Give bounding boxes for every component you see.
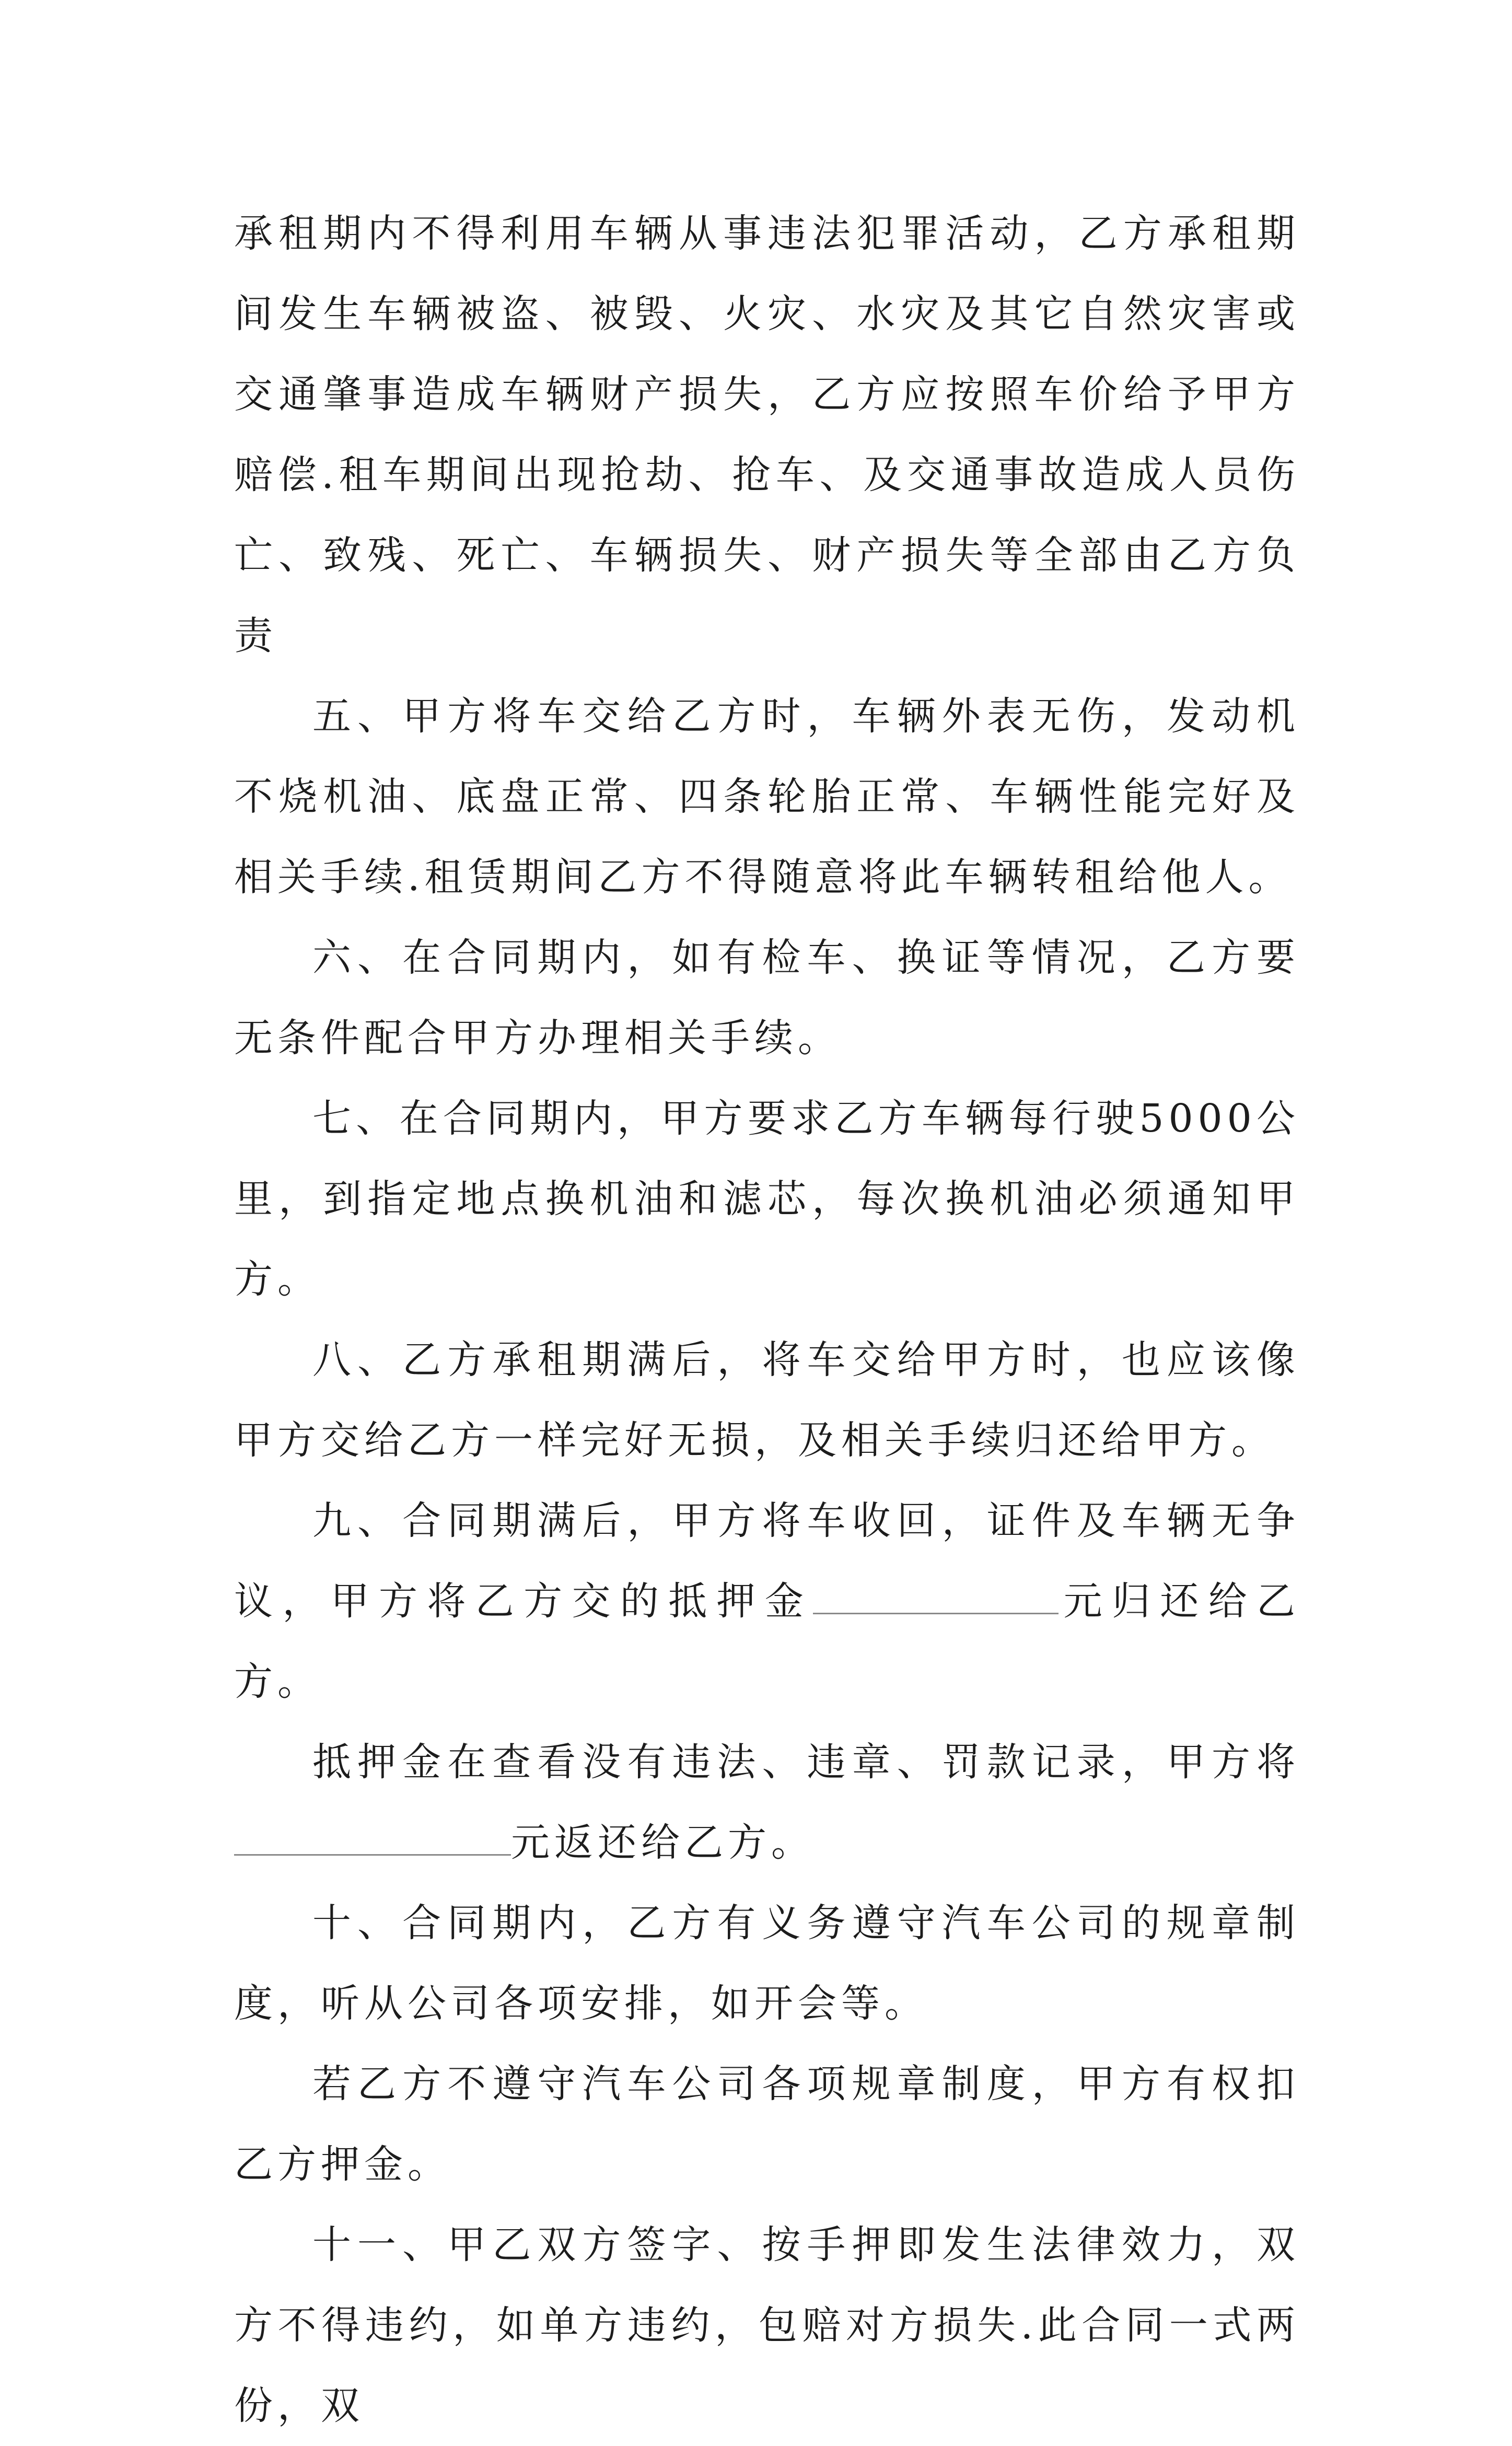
clause-9-text-after-blank: 元归还给乙方。 — [234, 1579, 1300, 1704]
paragraph-clause-6: 六、在合同期内，如有检车、换证等情况，乙方要无条件配合甲方办理相关手续。 — [234, 935, 1300, 1061]
deposit-amount-blank — [813, 1576, 1059, 1614]
paragraph-clause-10-penalty: 若乙方不遵守汽车公司各项规章制度，甲方有权扣乙方押金。 — [234, 2061, 1300, 2187]
paragraph-clause-10: 十、合同期内，乙方有义务遵守汽车公司的规章制度，听从公司各项安排，如开会等。 — [234, 1901, 1300, 2026]
paragraph-clause-11: 十一、甲乙双方签字、按手押即发生法律效力，双方不得违约，如单方违约，包赔对方损失.此合同一式两份，双 — [234, 2222, 1300, 2428]
paragraph-clause-9 — [234, 1481, 1300, 1722]
return-amount-blank — [234, 1818, 511, 1856]
contract-body — [234, 193, 1300, 2446]
paragraph-continuation: 承租期内不得利用车辆从事违法犯罪活动，乙方承租期间发生车辆被盗、被毁、火灾、水灾及其它自然灾害或交通肇事造成车辆财产损失，乙方应按照车价给予甲方赔偿.租车期间出现抢劫、抢车、及交通事故造成人员伤亡、致残、死亡、车辆损失、财产损失等全部由乙方负责 — [234, 211, 1300, 658]
paragraph-clause-5: 五、甲方将车交给乙方时，车辆外表无伤，发动机不烧机油、底盘正常、四条轮胎正常、车辆性能完好及相关手续.租赁期间乙方不得随意将此车辆转租给他人。 — [234, 694, 1300, 900]
paragraph-clause-8: 八、乙方承租期满后，将车交给甲方时，也应该像甲方交给乙方一样完好无损，及相关手续归还给甲方。 — [234, 1337, 1300, 1463]
clause-9-text-before-blank: 九、合同期满后，甲方将车收回，证件及车辆无争议，甲方将乙方交的抵押金 — [234, 1498, 1300, 1624]
deposit-return-text-before-blank: 抵押金在查看没有违法、违章、罚款记录，甲方将 — [312, 1740, 1300, 1785]
paragraph-clause-7: 七、在合同期内，甲方要求乙方车辆每行驶5000公里，到指定地点换机油和滤芯，每次换机油必须通知甲方。 — [234, 1096, 1300, 1302]
deposit-return-text-after-blank: 元返还给乙方。 — [511, 1820, 815, 1865]
paragraph-deposit-return — [234, 1722, 1300, 1883]
